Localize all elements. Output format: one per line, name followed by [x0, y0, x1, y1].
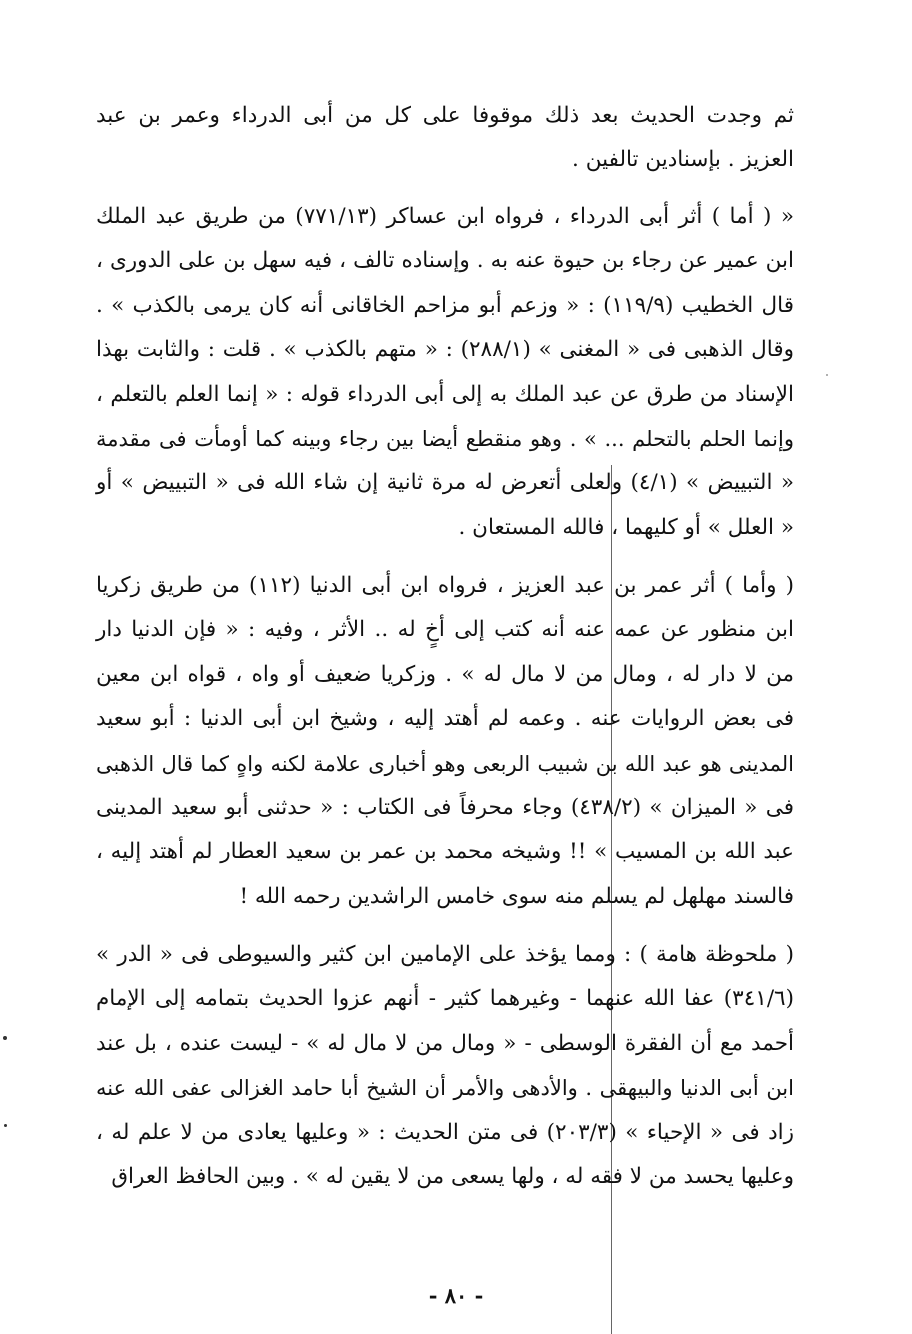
text-line: المدينى هو عبد الله بن شبيب الربعى وهو أخبارى علامة لكنه واهٍ كما قال الذهبى	[96, 751, 794, 776]
text-line: زاد فى « الإحياء » (٢٠٣/٣) فى متن الحديث : « وعليها يعادى من لا علم له ،	[96, 1119, 795, 1145]
page-number: - ٨٠ -	[428, 1283, 484, 1308]
text-line: ( ملحوظة هامة ) : ومما يؤخذ على الإمامين ابن كثير والسيوطى فى « الدر »	[96, 942, 794, 967]
text-line: « التبييض » (٤/١) ولعلى أتعرض له مرة ثانية إن شاء الله فى « التبييض » أو	[96, 470, 794, 496]
text-line: ثم وجدت الحديث بعد ذلك موقوفا على كل من أبى الدرداء وعمر بن عبد	[96, 103, 794, 128]
paragraph-1	[96, 94, 794, 183]
text-line: عبد الله بن المسيب » !! وشيخه محمد بن عمر بن سعيد العطار لم أهتد إليه ،	[96, 839, 794, 865]
scan-speck	[826, 374, 828, 376]
scan-speck	[3, 1036, 7, 1040]
text-line: وإنما الحلم بالتحلم ... » . وهو منقطع أيضا بين رجاء وبينه كما أومأت فى مقدمة	[96, 427, 794, 452]
text-line: وقال الذهبى فى « المغنى » (٢٨٨/١) : « متهم بالكذب » . قلت : والثابت بهذا	[96, 337, 794, 363]
text-line: قال الخطيب (١١٩/٩) : « وزعم أبو مزاحم الخاقانى أنه كان يرمى بالكذب » .	[96, 292, 794, 318]
text-line: ابن أبى الدنيا والبيهقى . والأدهى والأمر أن الشيخ أبا حامد الغزالى عفى الله عنه	[96, 1076, 794, 1101]
text-line: من لا دار له ، ومال من لا مال له » . وزكريا ضعيف أو واه ، قواه ابن معين	[96, 661, 794, 687]
text-line: وعليها يحسد من لا فقه له ، ولها يسعى من لا يقين له » . وبين الحافظ العراق	[111, 1164, 794, 1190]
text-line: « ( أما ) أثر أبى الدرداء ، فرواه ابن عساكر (٧٧١/١٣) من طريق عبد الملك	[96, 204, 795, 229]
text-line: العزيز . بإسنادين تالفين .	[572, 147, 794, 173]
text-line: الإسناد من طرق عن عبد الملك به إلى أبى الدرداء قوله : « إنما العلم بالتعلم ،	[96, 381, 794, 407]
text-line: ابن عمير عن رجاء بن حيوة عنه به . وإسناده تالف ، فيه سهل بن على الدورى ،	[96, 248, 794, 274]
paragraph-4	[96, 933, 794, 1199]
paragraph-2	[96, 195, 794, 550]
paragraph-3	[96, 564, 794, 919]
scan-speck	[4, 1124, 7, 1127]
text-line: فى « الميزان » (٤٣٨/٢) وجاء محرفاً فى الكتاب : « حدثنى أبو سعيد المدينى	[96, 795, 794, 821]
text-line: ابن منظور عن عمه عنه أنه كتب إلى أخٍ له .. الأثر ، وفيه : « فإن الدنيا دار	[96, 617, 794, 643]
text-line: فى بعض الروايات عنه . وعمه لم أهتد إليه ، وشيخ ابن أبى الدنيا : أبو سعيد	[96, 706, 794, 732]
text-line: « العلل » أو كليهما ، فالله المستعان .	[458, 514, 794, 540]
text-line: أحمد مع أن الفقرة الوسطى - « ومال من لا مال له » - ليست عنده ، بل عند	[96, 1030, 794, 1056]
text-line: ( وأما ) أثر عمر بن عبد العزيز ، فرواه ابن أبى الدنيا (١١٢) من طريق زكريا	[96, 573, 794, 598]
text-line: فالسند مهلهل لم يسلم منه سوى خامس الراشدين رحمه الله !	[239, 883, 794, 909]
text-line: (٣٤١/٦) عفا الله عنهما - وغيرهما كثير - أنهم عزوا الحديث بتمامه إلى الإمام	[96, 986, 794, 1012]
